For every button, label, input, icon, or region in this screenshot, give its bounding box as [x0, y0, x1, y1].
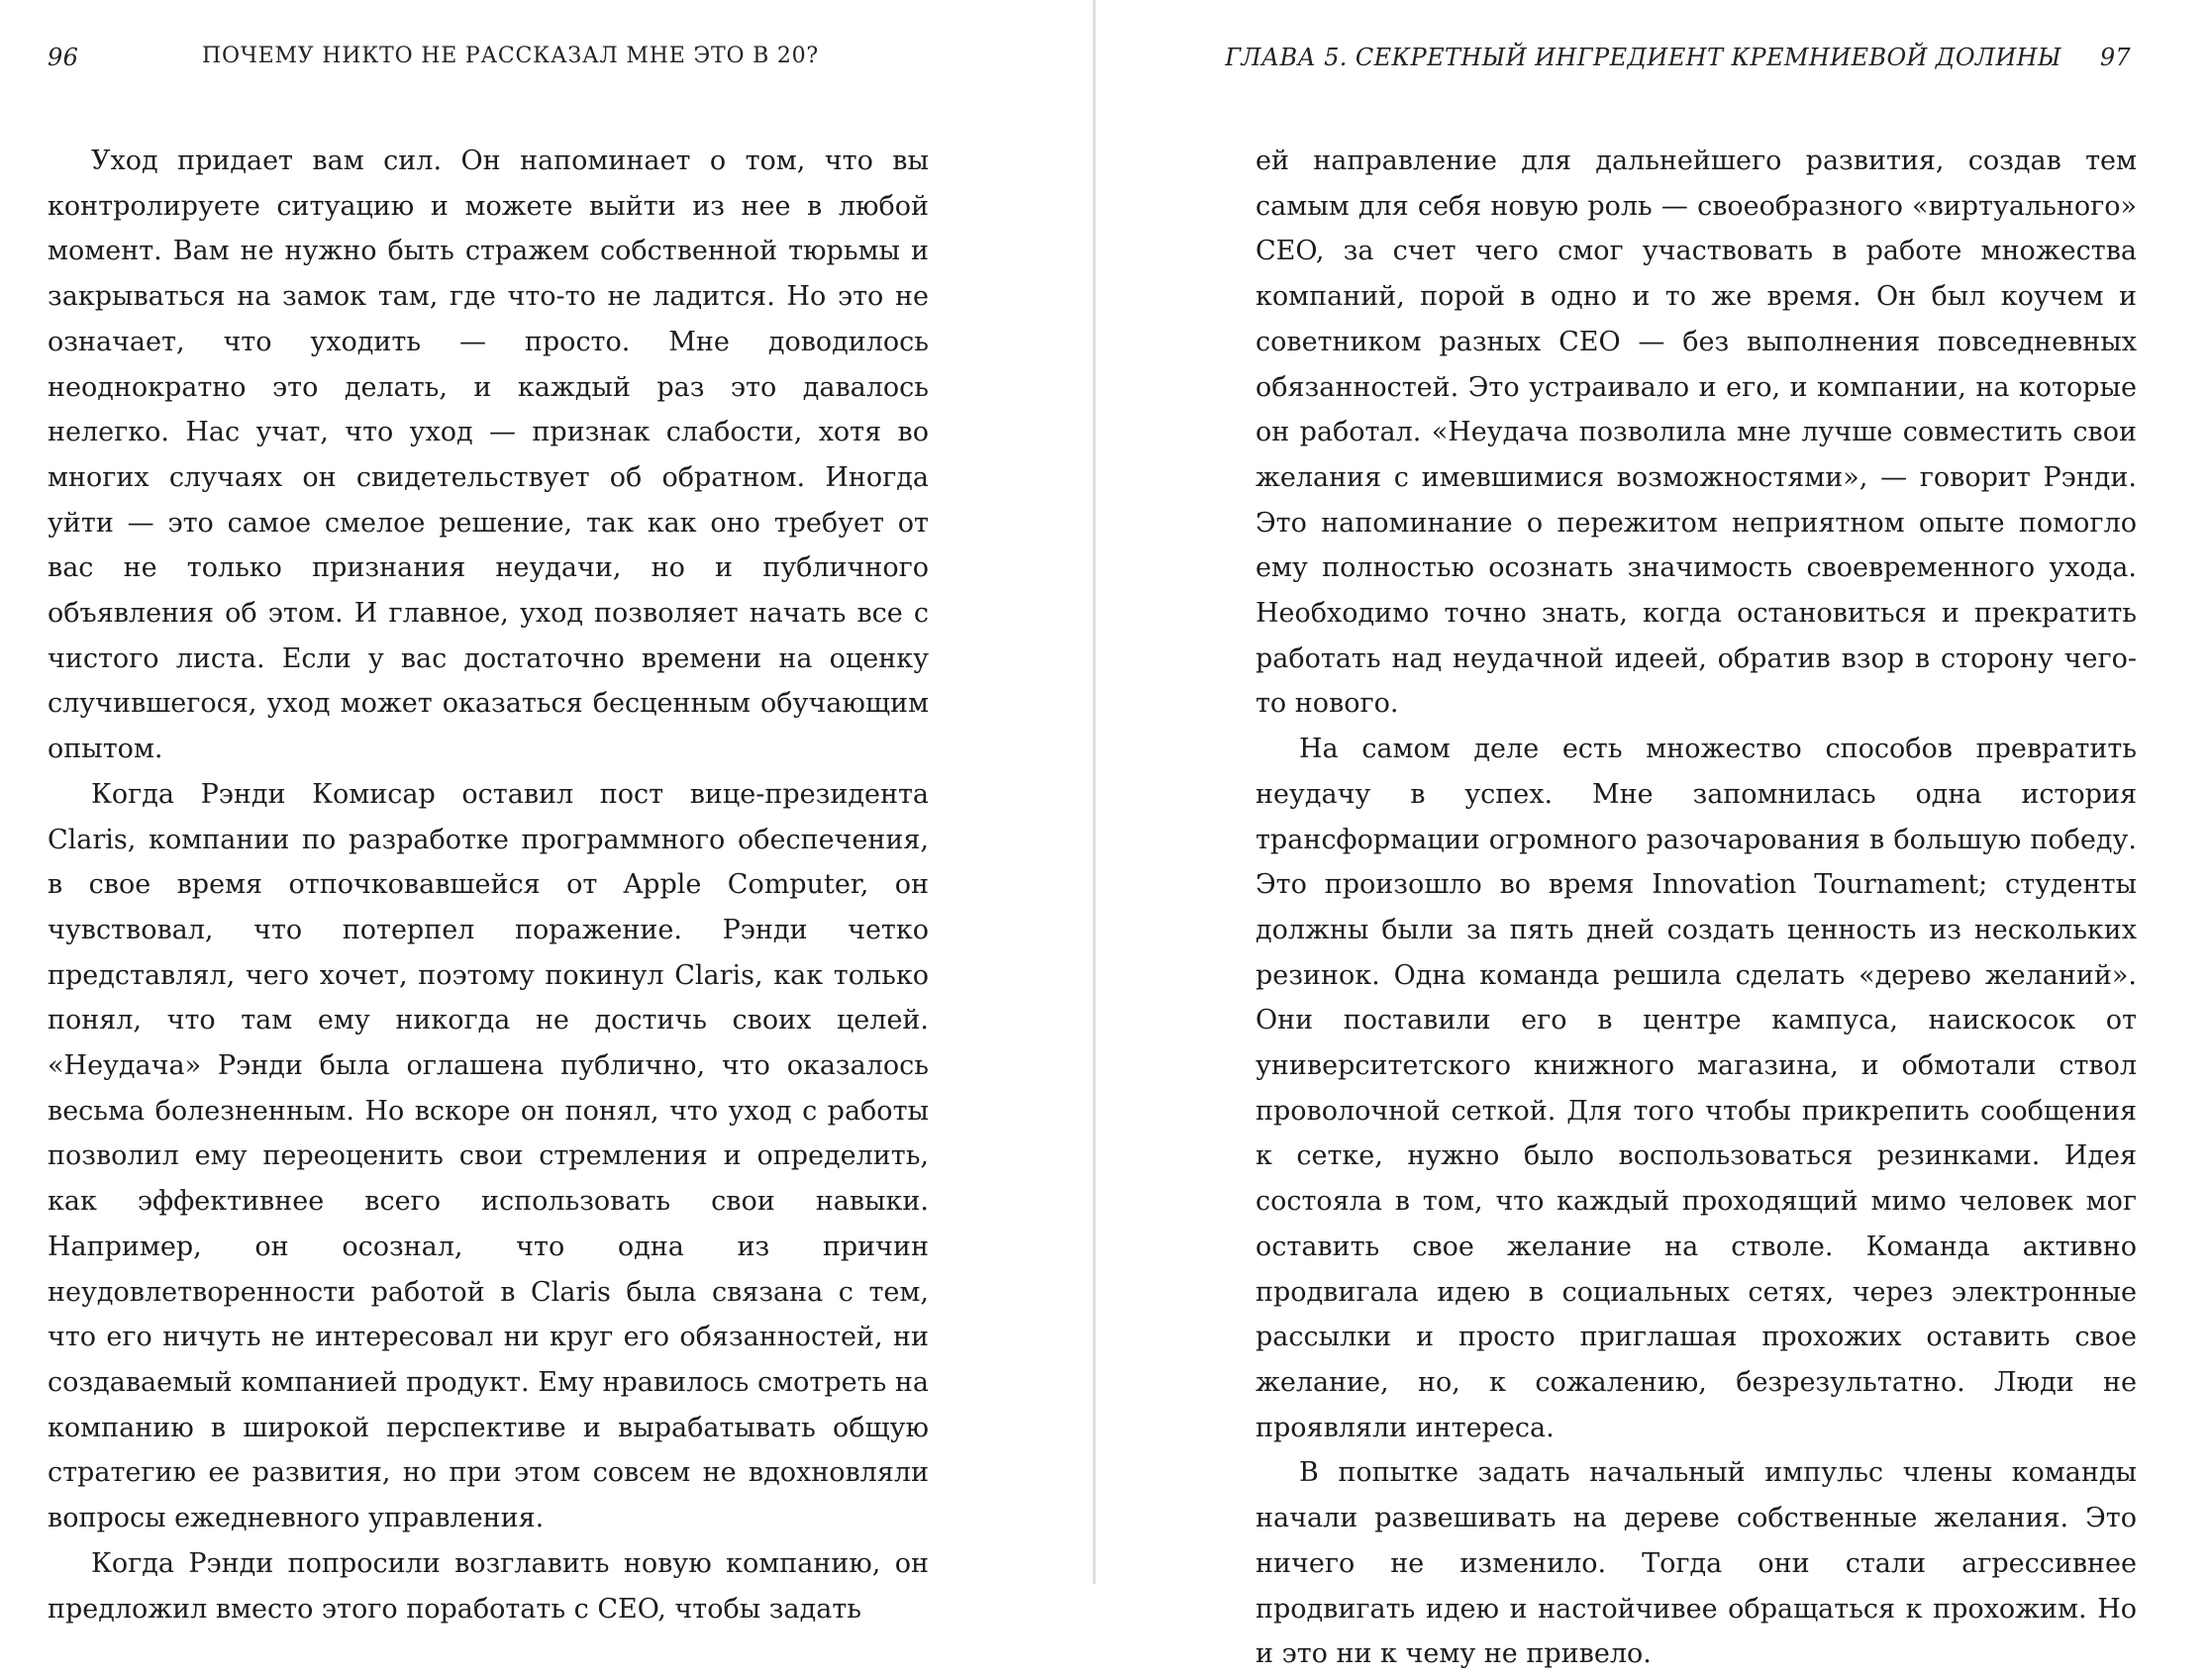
paragraph: Уход придает вам сил. Он напоминает о том, что вы контролируете ситуацию и можете выйти из нее в любой момент. Вам не нужно быть стражем собственной тюрьмы и закрываться на замок там, где что-то не ладится. Но это не означает, что уходить — просто. Мне доводилось неоднократно это делать, и каждый раз это давалось нелегко. Нас учат, что уход — признак слабости, хотя во многих случаях он свидетельствует об обратном. Иногда уйти — это самое смелое решение, так как оно требует от вас не только признания неудачи, но и публичного объявления об этом. И главное, уход позволяет начать все с чистого листа. Если у вас достаточно времени на оценку случившегося, уход может оказаться бесценным обучающим опытом.: [48, 146, 929, 765]
right-page-header: [1225, 44, 2137, 83]
page-number: 96: [48, 44, 79, 71]
paragraph: Когда Рэнди попросили возглавить новую компанию, он предложил вместо этого поработать с CEO, чтобы задать: [48, 1547, 929, 1625]
left-page-header: [48, 44, 929, 83]
paragraph-continuation: ей направление для дальнейшего развития, создав тем самым для себя новую роль — своеобразного «виртуального» CEO, за счет чего смог участвовать в работе множества компаний, порой в одно и то же время. Он был коучем и советником разных CEO — без выполнения повседневных обязанностей. Это устраивало и его, и компании, на которые он работал. «Неудача позволила мне лучше совместить свои желания с имевшимися возможностями», — говорит Рэнди. Это напоминание о пережитом неприятном опыте помогло ему полностью осознать значимость своевременного ухода. Необходимо точно знать, когда остановиться и прекратить работать над неудачной идеей, обратив взор в сторону чего-то нового.: [1256, 146, 2137, 720]
paragraph: На самом деле есть множество способов превратить неудачу в успех. Мне запомнилась одна история трансформации огромного разочарования в большую победу. Это произошло во время Innovation Tournament; студенты должны были за пять дней создать ценность из нескольких резинок. Одна команда решила сделать «дерево желаний». Они поставили его в центре кампуса, наискосок от университетского книжного магазина, и обмотали ствол проволочной сеткой. Для того чтобы прикрепить сообщения к сетке, нужно было воспользоваться резинками. Идея состояла в том, что каждый проходящий мимо человек мог оставить свое желание на стволе. Команда активно продвигала идею в социальных сетях, через электронные рассылки и просто приглашая прохожих оставить свое желание, но, к сожалению, безрезультатно. Люди не проявляли интереса.: [1256, 734, 2137, 1443]
paragraph: В попытке задать начальный импульс члены команды начали развешивать на дереве собственные желания. Это ничего не изменило. Тогда они стали агрессивнее продвигать идею и настойчивее обращаться к прохожим. Но и это ни к чему не привело.: [1256, 1457, 2137, 1670]
paragraph: Когда Рэнди Комисар оставил пост вице-президента Claris, компании по разработке программного обеспечения, в свое время отпочковавшейся от Apple Computer, он чувствовал, что потерпел поражение. Рэнди четко представлял, чего хочет, поэтому покинул Claris, как только понял, что там ему никогда не достичь своих целей. «Неудача» Рэнди была оглашена публично, что оказалось весьма болезненным. Но вскоре он понял, что уход с работы позволил ему переоценить свои стремления и определить, как эффективнее всего использовать свои навыки. Например, он осознал, что одна из причин неудовлетворенности работой в Claris была связана с тем, что его ничуть не интересовал ни круг его обязанностей, ни создаваемый компанией продукт. Ему нравилось смотреть на компанию в широкой перспективе и вырабатывать общую стратегию ее развития, но при этом совсем не вдохновляли вопросы ежедневного управления.: [48, 778, 929, 1534]
running-head: ПОЧЕМУ НИКТО НЕ РАССКАЗАЛ МНЕ ЭТО В 20?: [202, 44, 820, 68]
right-page: [1225, 0, 2137, 1670]
right-page-body: [1256, 139, 2137, 1677]
left-page: [48, 0, 929, 1625]
running-head: ГЛАВА 5. СЕКРЕТНЫЙ ИНГРЕДИЕНТ КРЕМНИЕВОЙ ДОЛИНЫ: [1225, 44, 2061, 71]
book-gutter: [1093, 0, 1096, 1584]
page-number: 97: [2099, 44, 2131, 71]
left-page-body: [48, 139, 929, 1631]
